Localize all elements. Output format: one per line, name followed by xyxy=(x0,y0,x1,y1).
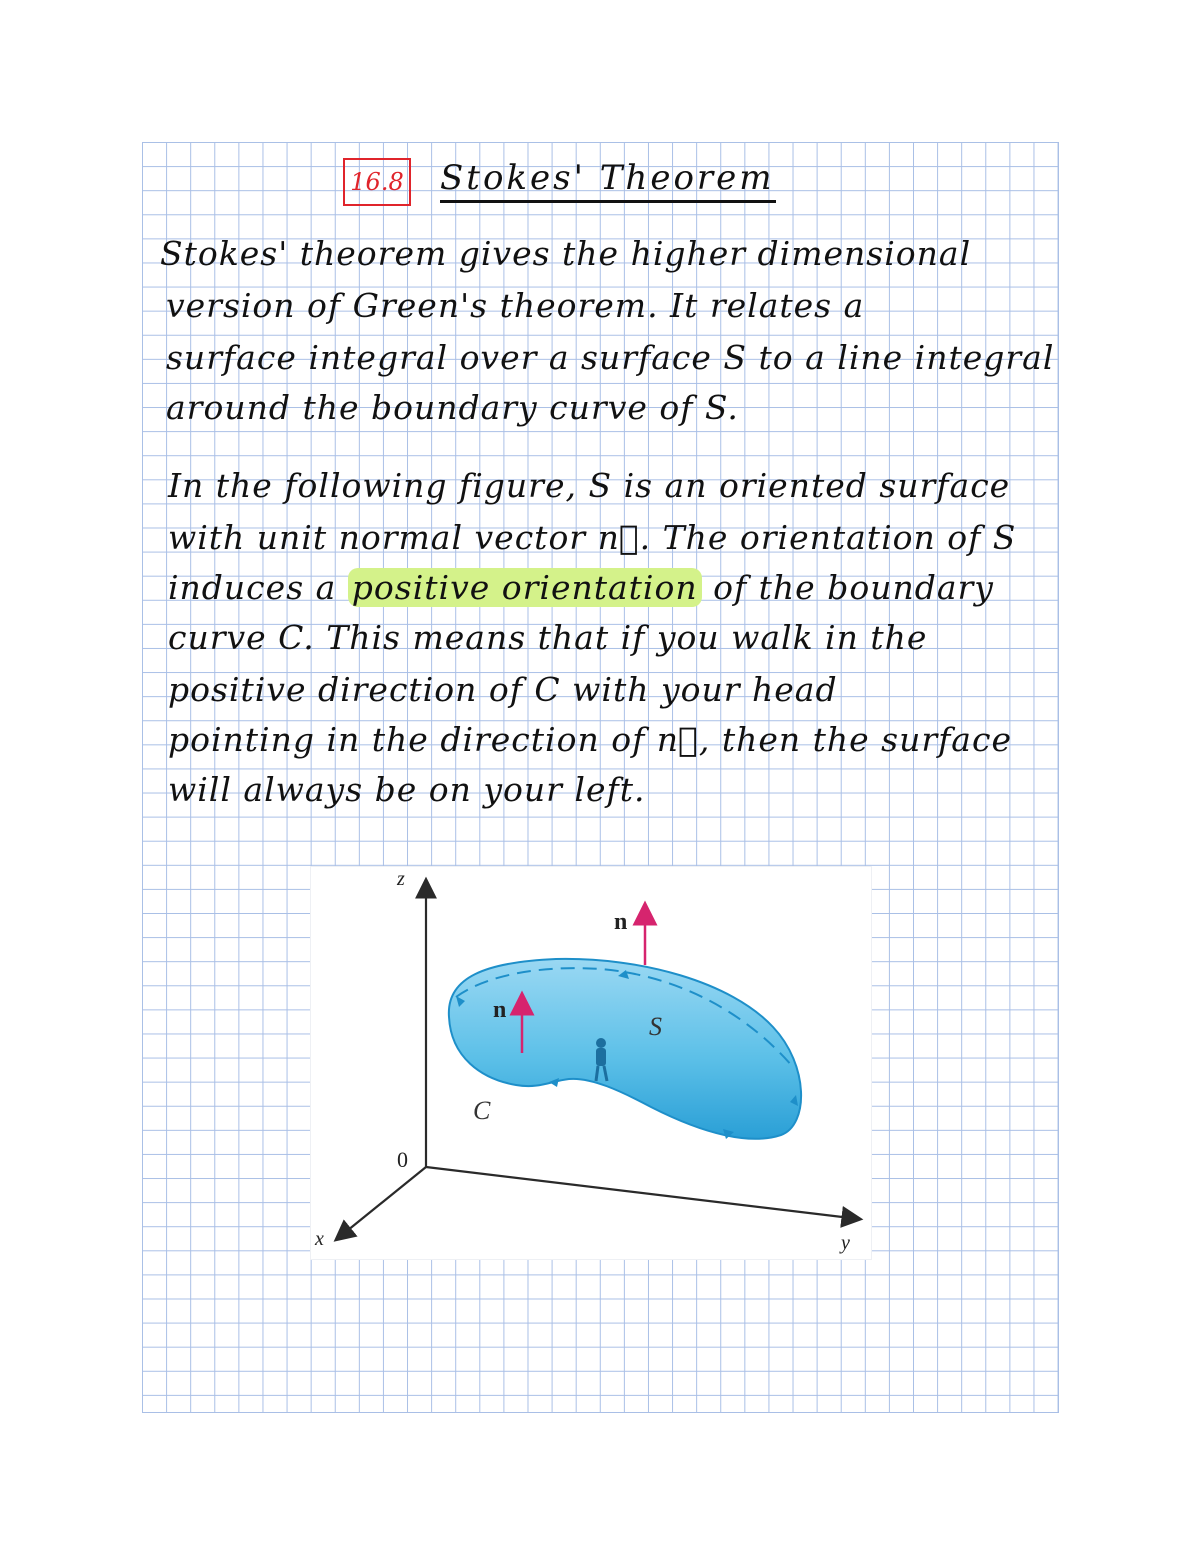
paragraph2-line1: In the following figure, S is an oriented surface xyxy=(168,466,1011,505)
paragraph1-line3: surface integral over a surface S to a line integral xyxy=(166,338,1055,377)
origin-label: 0 xyxy=(397,1147,408,1172)
section-number-box xyxy=(343,158,411,206)
y-axis-label: y xyxy=(841,1232,850,1254)
paragraph2-line4: curve C. This means that if you walk in the xyxy=(168,618,928,657)
paragraph2-line3-start: induces a xyxy=(168,568,348,607)
paragraph2-line6: pointing in the direction of n⃗, then the surface xyxy=(168,720,1012,759)
paragraph2-line5: positive direction of C with your head xyxy=(168,670,838,709)
paragraph2-line7: will always be on your left. xyxy=(168,770,646,809)
normal-label-1: n xyxy=(614,909,628,935)
stokes-figure xyxy=(310,866,872,1260)
normal-label-2: n xyxy=(493,997,507,1023)
page-title: Stokes' Theorem xyxy=(440,158,776,203)
paragraph1-line2: version of Green's theorem. It relates a xyxy=(166,286,865,325)
highlighted-phrase: positive orientation xyxy=(348,568,702,607)
paragraph1-line4: around the boundary curve of S. xyxy=(166,388,739,427)
paragraph1-line1: Stokes' theorem gives the higher dimensional xyxy=(160,234,972,273)
surface-label: S xyxy=(649,1012,662,1041)
x-axis xyxy=(337,1167,426,1239)
paragraph2-line3-end: of the boundary xyxy=(701,568,994,607)
curve-label: C xyxy=(473,1096,491,1125)
x-axis-label: x xyxy=(315,1228,324,1250)
paragraph2-line3 xyxy=(168,568,994,607)
paragraph2-line2: with unit normal vector n⃗. The orientation of S xyxy=(168,518,1017,557)
z-axis-label: z xyxy=(397,868,405,890)
surface-s xyxy=(449,959,801,1139)
section-number: 16.8 xyxy=(350,168,404,196)
y-axis xyxy=(426,1167,859,1219)
stokes-diagram xyxy=(311,867,871,1259)
